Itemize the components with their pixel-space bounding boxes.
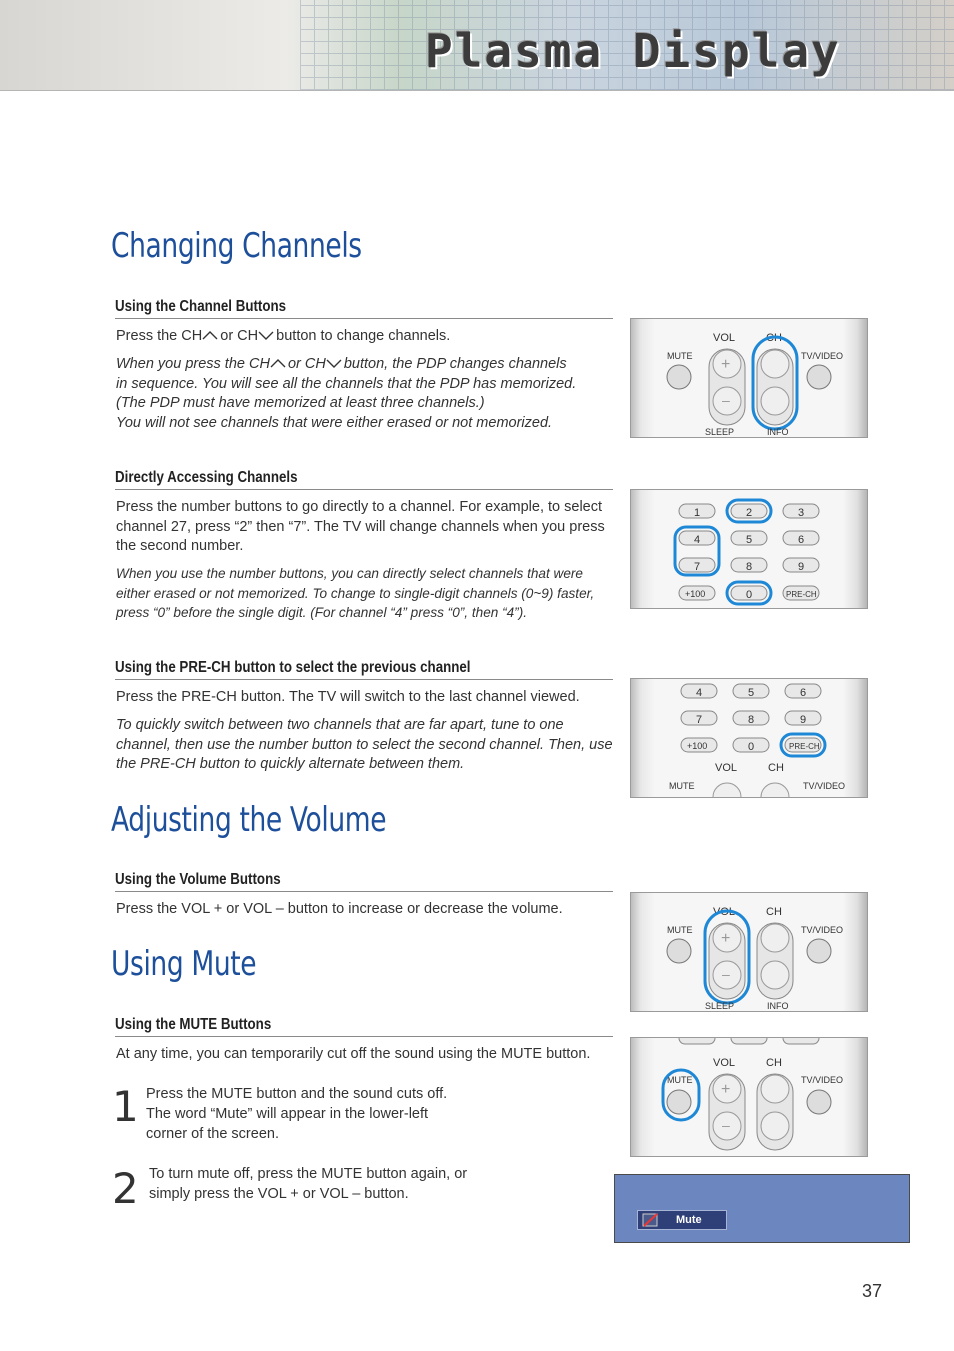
svg-text:TV/VIDEO: TV/VIDEO xyxy=(801,1075,844,1085)
remote-image-mute xyxy=(630,1037,868,1157)
prech-note: To quickly switch between two channels that are far apart, tune to one channel, then use the number button to select the second channel. Then, use the PRE-CH button to quickly alternate between them. xyxy=(116,717,613,772)
svg-text:PRE-CH: PRE-CH xyxy=(789,742,820,751)
svg-text:CH: CH xyxy=(766,332,782,344)
step-2-text: To turn mute off, press the MUTE button again, or simply press the VOL + or VOL – button. xyxy=(149,1166,468,1202)
svg-text:MUTE: MUTE xyxy=(667,351,693,361)
svg-text:9: 9 xyxy=(800,714,807,726)
svg-text:2: 2 xyxy=(746,507,753,519)
svg-text:9: 9 xyxy=(798,561,805,573)
mute-osd-badge xyxy=(637,1210,727,1230)
svg-text:VOL: VOL xyxy=(713,1057,736,1069)
section-title-changing-channels: Changing Channels xyxy=(111,226,362,266)
tv-screen-mute-display xyxy=(614,1174,910,1243)
svg-text:8: 8 xyxy=(748,714,755,726)
chevron-up-icon xyxy=(270,358,284,368)
direct-access-note: When you use the number buttons, you can directly select channels that were either erased or not memorized. To change to single-digit channels (0~9) faster, press “0” before the single digit. (For channel “4” press “0”, then “4”). xyxy=(116,566,595,620)
svg-text:TV/VIDEO: TV/VIDEO xyxy=(801,351,844,361)
svg-text:4: 4 xyxy=(694,534,701,546)
svg-text:–: – xyxy=(722,1117,730,1133)
svg-text:1: 1 xyxy=(694,507,701,519)
svg-text:+100: +100 xyxy=(685,589,706,599)
heading-direct-access: Directly Accessing Channels xyxy=(115,469,613,490)
svg-text:5: 5 xyxy=(746,534,753,546)
remote-image-volume xyxy=(630,892,868,1012)
svg-text:MUTE: MUTE xyxy=(667,1075,693,1085)
remote-image-prech xyxy=(630,678,868,798)
svg-text:8: 8 xyxy=(746,561,753,573)
svg-text:6: 6 xyxy=(800,687,807,699)
svg-text:VOL: VOL xyxy=(713,332,736,344)
svg-text:5: 5 xyxy=(748,687,755,699)
svg-text:VOL: VOL xyxy=(715,762,738,774)
svg-text:CH: CH xyxy=(766,906,782,918)
svg-text:SLEEP: SLEEP xyxy=(705,1001,735,1011)
page-number: 37 xyxy=(862,1281,883,1301)
svg-text:MUTE: MUTE xyxy=(667,925,693,935)
svg-text:+: + xyxy=(721,356,731,373)
channel-buttons-note: When you press the CH or CH button, the PDP changes channels in sequence. You will see all the channels that the PDP has memorized. (The PDP must have memorized at least three channels.) You will not see channels that were either erased or not memorized. xyxy=(116,356,577,431)
step-1-text: Press the MUTE button and the sound cuts off. The word “Mute” will appear in the lower-left corner of the screen. xyxy=(146,1086,448,1142)
heading-mute-buttons: Using the MUTE Buttons xyxy=(115,1016,613,1037)
mute-icon xyxy=(642,1212,660,1228)
svg-text:6: 6 xyxy=(798,534,805,546)
remote-image-numbers xyxy=(630,489,868,609)
svg-text:CH: CH xyxy=(768,762,784,774)
svg-text:–: – xyxy=(722,392,730,408)
svg-text:INFO: INFO xyxy=(767,427,789,437)
svg-text:0: 0 xyxy=(746,589,753,601)
svg-text:MUTE: MUTE xyxy=(669,781,695,791)
prech-text: Press the PRE-CH button. The TV will switch to the last channel viewed. xyxy=(116,689,580,705)
section-title-adjusting-volume: Adjusting the Volume xyxy=(111,800,387,840)
svg-text:0: 0 xyxy=(748,741,755,753)
svg-text:CH: CH xyxy=(766,1057,782,1069)
heading-volume-buttons: Using the Volume Buttons xyxy=(115,871,613,892)
remote-image-channel xyxy=(630,318,868,438)
volume-buttons-text: Press the VOL + or VOL – button to increase or decrease the volume. xyxy=(116,901,563,917)
svg-text:7: 7 xyxy=(696,714,703,726)
svg-text:–: – xyxy=(722,966,730,982)
chevron-down-icon xyxy=(258,330,272,340)
direct-access-text: Press the number buttons to go directly to a channel. For example, to select channel 27, press “2” then “7”. The TV will change channels when you press the second number. xyxy=(116,499,605,554)
svg-text:+100: +100 xyxy=(687,741,708,751)
step-1-number: 1 xyxy=(112,1082,139,1131)
heading-channel-buttons: Using the Channel Buttons xyxy=(115,298,613,319)
svg-text:3: 3 xyxy=(798,507,805,519)
svg-text:INFO: INFO xyxy=(767,1001,789,1011)
svg-text:TV/VIDEO: TV/VIDEO xyxy=(803,781,846,791)
mute-buttons-text: At any time, you can temporarily cut off the sound using the MUTE button. xyxy=(116,1046,591,1062)
chevron-up-icon xyxy=(202,330,216,340)
svg-text:7: 7 xyxy=(694,561,701,573)
svg-text:SLEEP: SLEEP xyxy=(705,427,735,437)
heading-prech: Using the PRE-CH button to select the previous channel xyxy=(115,659,613,680)
channel-buttons-text: Press the CH or CH button to change channels. xyxy=(116,328,451,344)
svg-text:+: + xyxy=(721,930,731,947)
mute-osd-label: Mute xyxy=(676,1214,702,1226)
svg-text:TV/VIDEO: TV/VIDEO xyxy=(801,925,844,935)
svg-text:PRE-CH: PRE-CH xyxy=(786,590,817,599)
svg-text:4: 4 xyxy=(696,687,703,699)
svg-text:VOL: VOL xyxy=(713,906,736,918)
svg-text:+: + xyxy=(721,1081,731,1098)
chevron-down-icon xyxy=(326,358,340,368)
banner-title: Plasma Display xyxy=(425,24,841,78)
section-title-using-mute: Using Mute xyxy=(111,944,257,984)
step-2-number: 2 xyxy=(112,1164,139,1213)
header-banner xyxy=(0,0,954,91)
